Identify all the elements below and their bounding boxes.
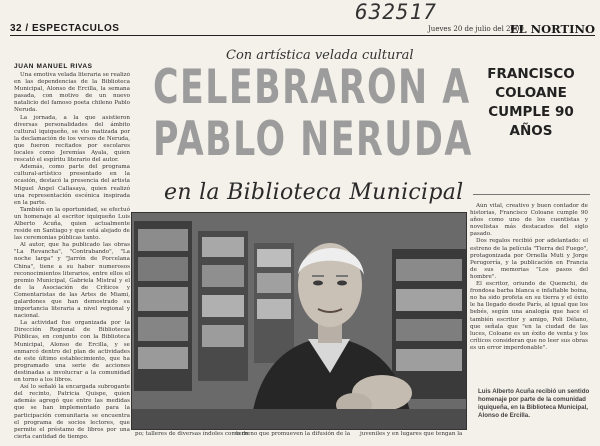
sidebar-headline-line: COLOANE [495, 85, 567, 101]
article-photo [131, 212, 467, 430]
sidebar-paragraph: Dos regalos recibió por adelantado: el estreno de la película "Tierra del Fuego", protagonizada por Ornella Muti y Jorge Perugorría, y la publicación en Francia de sus memorias "Los pasos del hombre". [470, 238, 588, 280]
sidebar-body-column [470, 203, 588, 353]
article-continuation-text: juveniles y en lugares que tengan la [360, 431, 463, 437]
article-continuation-text: terreno que promueven la difusión de la [236, 431, 351, 437]
page-header [10, 22, 595, 36]
article-paragraph: La actividad fue organizada por la Dirección Regional de Bibliotecas Públicas, en conjunto con la Biblioteca Municipal, Alonso de Ercilla, y se enmarcó dentro del plan de actividades de este último establecimiento, que ha programado una serie de acciones destinadas a involucrar a la comunidad en torno a los libros. [14, 320, 130, 384]
article-continuation-text: po; talleres de diversas índoles como de [135, 431, 249, 437]
photo-caption: Luis Alberto Acuña recibió un sentido homenaje por parte de la comunidad iquiqueña, en la Biblioteca Municipal, Alonso de Ercilla. [478, 388, 590, 419]
byline: JUAN MANUEL RIVAS [14, 63, 93, 70]
handwritten-archive-number: 632517 [355, 0, 437, 24]
article-paragraph: También en la oportunidad, se efectuó un homenaje al escritor iquiqueño Luis Alberto Acuña, quien actualmente reside en Santiago y que está alejado de las ceremonias públicas tanto. [14, 206, 130, 242]
sidebar-paragraph: Aún vital, creativo y buen contador de historias, Francisco Coloane cumple 90 años como uno de los cuentistas y novelistas más destacados del siglo pasado. [470, 203, 588, 238]
section-label: 32 / ESPECTACULOS [10, 23, 120, 34]
article-paragraph: Además, como parte del programa cultural-artístico presentado en la ocasión, destacó la presencia del artista Miguel Ángel Callasaya, quien realizó una representación escénica inspirada en la parte. [14, 164, 130, 206]
article-paragraph: Así lo señaló la encargada subrogante del recinto, Patricia Quispe, quien además agregó que entre las medidas que se han implementado para la participación comunitaria se encuentra el programa de socios lectores, que permite el préstamo de libros por una cierta cantidad de tiempo. [14, 384, 130, 440]
headline-line-2: PABLO NERUDA [152, 112, 473, 167]
sidebar-divider [473, 194, 590, 195]
sidebar-headline [470, 65, 592, 141]
sidebar-headline-line: CUMPLE 90 [488, 104, 574, 120]
sidebar-headline-line: FRANCISCO [487, 66, 575, 82]
portrait-photo-illustration [132, 213, 467, 430]
headline-line-1: CELEBRARON A [152, 60, 471, 115]
sidebar-paragraph: El escritor, oriundo de Quemchi, de frondosa barba blanca e infaltable boina, no ha sido profeta en su tierra y el éxito le ha llegado desde París, al igual que los bebés, según una analogía que hace el también escritor y amigo, Poli Délano, que señala que "en la ciudad de las luces, Coloane es un éxito de venta y los críticos consideran que no leer sus obras es un error imperdonable". [470, 281, 588, 351]
issue-date: Jueves 20 de julio del 2000 [428, 25, 524, 33]
article-paragraph: Una emotiva velada literaria se realizó en las dependencias de la Biblioteca Municipal, Alonso de Ercilla, la semana pasada, con motivo de un nuevo natalicio del famoso poeta chileno Pablo Neruda. [14, 72, 130, 114]
article-headline [150, 60, 473, 167]
newspaper-name: EL NORTINO [509, 22, 595, 36]
article-subhead: en la Biblioteca Municipal [164, 180, 464, 205]
article-kicker: Con artística velada cultural [226, 48, 414, 63]
sidebar-headline-line: AÑOS [509, 123, 553, 139]
article-paragraph: La jornada, a la que asistieron diversas personalidades del ámbito cultural iquiqueño, se vio matizada por la declamación de los versos de Neruda, que fueron recitados por escolares locales como Jeremías Ayala, quien rescató el espíritu literario del autor. [14, 114, 130, 164]
article-body-column [14, 72, 130, 446]
article-paragraph: Al autor, que ha publicado las obras "La Revancha", "Contrabando", "La noche larga" y "Jarrón de Porcelana China", tiene a su haber numerosos reconocimientos literarios, entre ellos el premio Municipal, Gabriela Mistral y el de la Asociación de Críticos y Comentaristas de las Artes de Miami, galardones que han demostrado su importancia literaria a nivel regional y nacional. [14, 242, 130, 320]
